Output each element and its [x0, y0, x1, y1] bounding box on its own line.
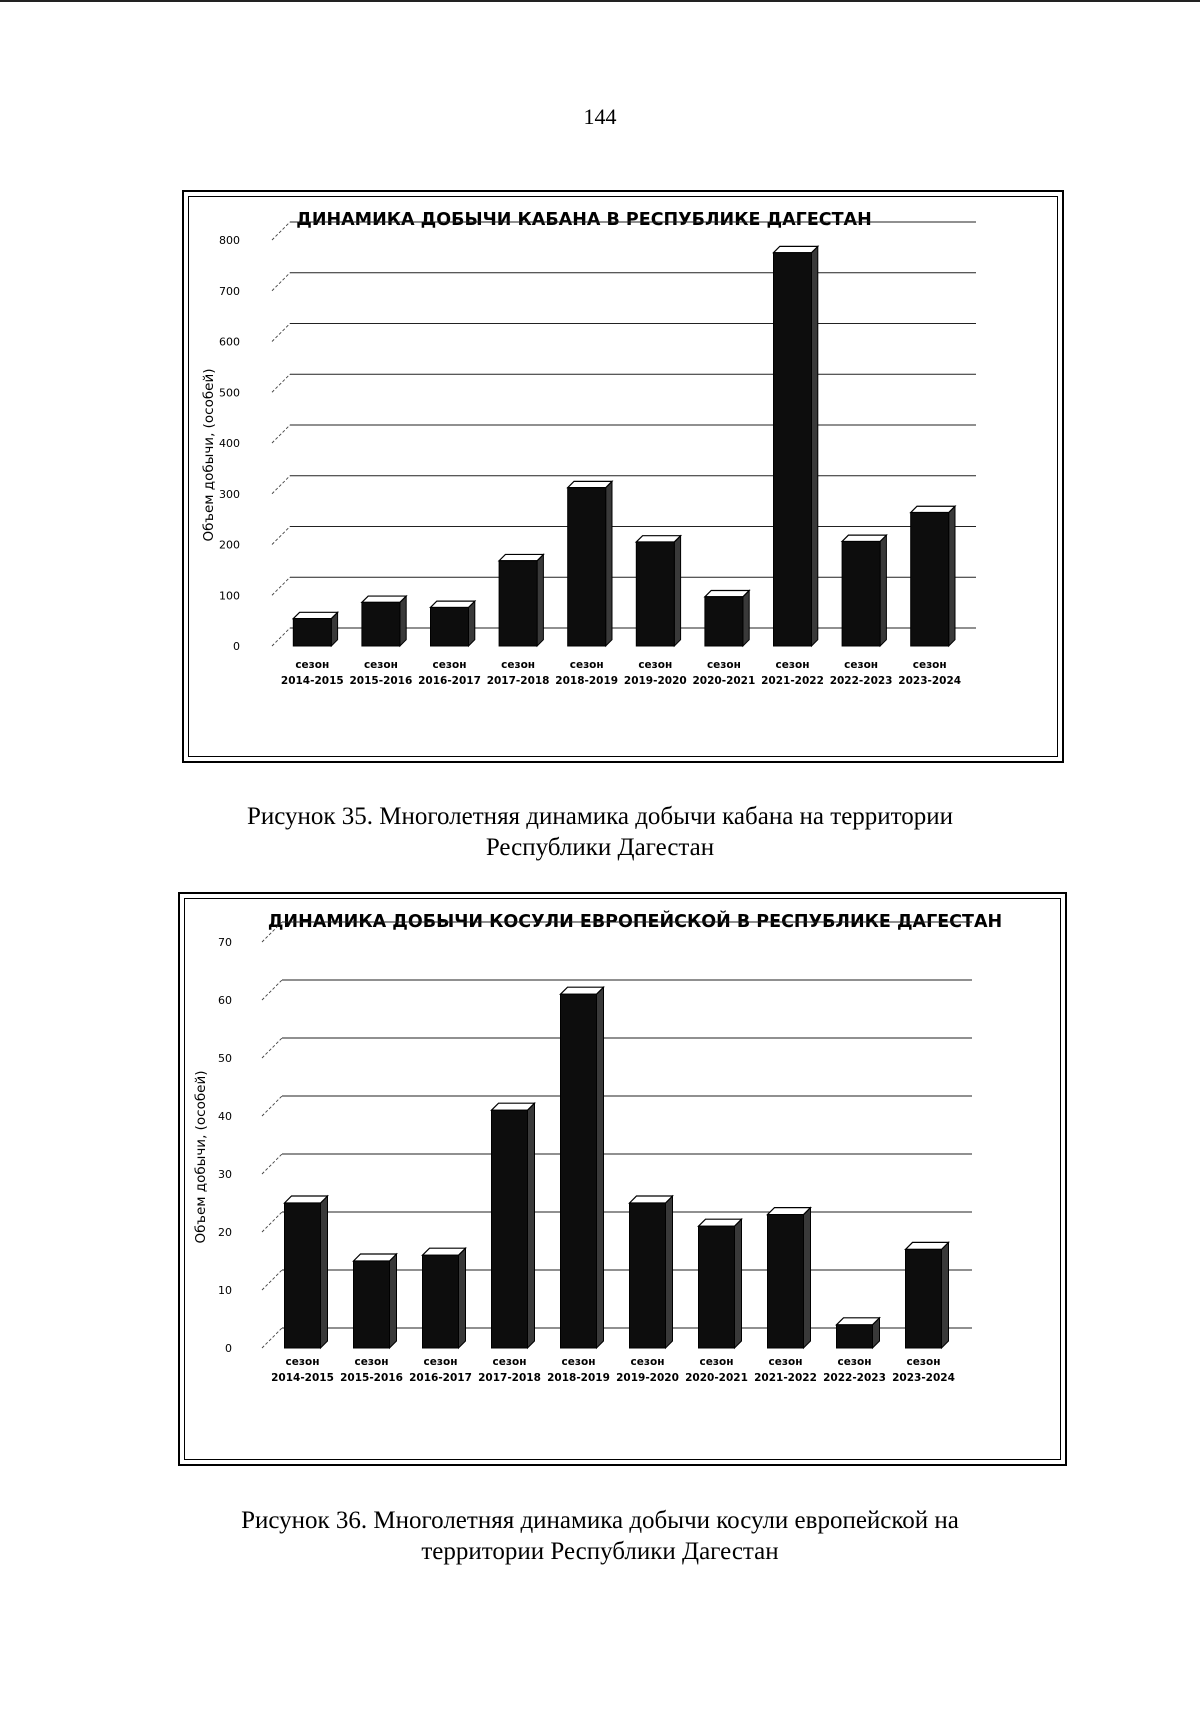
chart-title: ДИНАМИКА ДОБЫЧИ КАБАНА В РЕСПУБЛИКЕ ДАГЕСТАН — [296, 210, 872, 230]
x-category-label-line2: 2014-2015 — [280, 675, 344, 687]
y-tick-label: 600 — [219, 335, 240, 349]
y-tick-label: 500 — [219, 386, 240, 400]
gridline-side — [262, 1212, 282, 1232]
bar-side — [469, 601, 475, 646]
bar-top — [293, 612, 337, 618]
figure-35-caption-line2: Республики Дагестан — [485, 834, 715, 861]
bar-top — [906, 1242, 949, 1249]
y-tick-label: 10 — [218, 1284, 232, 1297]
bar-side — [321, 1196, 328, 1348]
bar-top — [636, 536, 680, 542]
bar — [705, 590, 749, 646]
x-category-label-line2: 2016-2017 — [418, 675, 481, 687]
bar-side — [674, 536, 680, 646]
bar-front — [561, 994, 597, 1348]
gridline-side — [272, 273, 290, 291]
y-axis-title: Объем добычи, (особей) — [201, 368, 217, 542]
x-category-label-line2: 2022-2023 — [823, 1372, 886, 1384]
x-category-label-line2: 2021-2022 — [754, 1372, 817, 1384]
bar-top — [362, 596, 406, 602]
chart-title: ДИНАМИКА ДОБЫЧИ КОСУЛИ ЕВРОПЕЙСКОЙ В РЕСПУБЛИКЕ ДАГЕСТАН — [267, 912, 1003, 932]
page-number: 144 — [583, 104, 617, 129]
x-category-label-line2: 2014-2015 — [271, 1372, 334, 1384]
y-tick-label: 70 — [218, 936, 232, 949]
x-category-label-line2: 2017-2018 — [486, 675, 550, 687]
x-category-label-line1: сезон — [638, 659, 673, 671]
bar — [774, 246, 818, 646]
bar-side — [400, 596, 406, 646]
bar-top — [354, 1254, 397, 1261]
x-category-label-line1: сезон — [699, 1356, 734, 1368]
x-category-label-line1: сезон — [630, 1356, 665, 1368]
bar-front — [568, 488, 606, 646]
x-category-label-line1: сезон — [844, 659, 879, 671]
bar-side — [606, 481, 612, 646]
y-tick-label: 30 — [218, 1168, 232, 1181]
x-category-label-line2: 2023-2024 — [898, 675, 962, 687]
figure-35-caption — [0, 801, 1200, 863]
x-category-label-line1: сезон — [354, 1356, 389, 1368]
x-category-label-line1: сезон — [295, 659, 330, 671]
bar-front — [842, 541, 880, 646]
x-category-label-line2: 2015-2016 — [340, 1372, 403, 1384]
bar-top — [285, 1196, 328, 1203]
bar-front — [492, 1110, 528, 1348]
gridline-side — [272, 476, 290, 494]
x-category-label-line1: сезон — [837, 1356, 872, 1368]
figure-35-caption-line1: Рисунок 35. Многолетняя динамика добычи кабана на территории — [246, 803, 954, 830]
bar-front — [705, 597, 743, 646]
x-category-label-line1: сезон — [569, 659, 604, 671]
bar-front — [499, 561, 537, 646]
bar — [699, 1219, 742, 1348]
x-category-label-line2: 2021-2022 — [761, 675, 824, 687]
bar-top — [568, 481, 612, 487]
x-category-label-line2: 2022-2023 — [829, 675, 893, 687]
figure-36-caption-line1: Рисунок 36. Многолетняя динамика добычи косули европейской на — [241, 1507, 959, 1534]
gridline-side — [272, 628, 290, 646]
y-tick-label: 400 — [219, 437, 240, 450]
y-tick-label: 50 — [218, 1052, 232, 1065]
bar-front — [630, 1203, 666, 1348]
bar-top — [774, 246, 818, 252]
x-category-label-line1: сезон — [912, 659, 947, 671]
y-tick-label: 0 — [225, 1342, 232, 1355]
bar-top — [561, 987, 604, 994]
bar — [362, 596, 406, 646]
bar-top — [699, 1219, 742, 1226]
y-tick-label: 60 — [218, 994, 232, 1007]
x-category-label-line1: сезон — [561, 1356, 596, 1368]
bar-side — [537, 554, 543, 646]
chart-boar-harvest-svg — [184, 192, 1066, 765]
y-tick-label: 100 — [219, 589, 240, 603]
scan-edge-line — [0, 0, 1200, 2]
gridline-side — [262, 1096, 282, 1116]
bar — [354, 1254, 397, 1348]
x-category-label-line2: 2019-2020 — [616, 1372, 679, 1384]
x-category-label-line1: сезон — [906, 1356, 941, 1368]
bar-front — [431, 607, 469, 646]
x-category-label-line2: 2019-2020 — [623, 675, 687, 687]
x-category-label-line2: 2015-2016 — [349, 675, 413, 687]
bar-top — [431, 601, 475, 607]
x-category-label-line1: сезон — [363, 659, 398, 671]
chart-roe-deer-harvest — [178, 892, 1067, 1466]
x-category-label-line1: сезон — [492, 1356, 527, 1368]
chart-boar-harvest — [182, 190, 1064, 763]
bar-side — [812, 246, 818, 646]
bar — [636, 536, 680, 646]
y-tick-label: 0 — [233, 640, 240, 653]
bar-side — [459, 1248, 466, 1348]
x-category-label-line2: 2016-2017 — [409, 1372, 472, 1384]
x-category-label-line2: 2020-2021 — [685, 1372, 748, 1384]
y-axis-title: Объем добычи, (особей) — [193, 1070, 209, 1244]
gridline-side — [262, 1038, 282, 1058]
x-category-label-line1: сезон — [501, 659, 536, 671]
bar-top — [842, 535, 886, 541]
gridline-side — [262, 980, 282, 1000]
gridline-side — [272, 374, 290, 392]
bar — [842, 535, 886, 646]
bar-top — [492, 1103, 535, 1110]
bar-side — [949, 506, 955, 646]
bar-front — [362, 602, 400, 646]
y-tick-label: 40 — [218, 1110, 232, 1123]
x-category-label-line2: 2023-2024 — [892, 1372, 955, 1384]
bar-front — [423, 1255, 459, 1348]
bar-side — [597, 987, 604, 1348]
bar — [431, 601, 475, 646]
bar-front — [293, 619, 331, 646]
bar-front — [906, 1249, 942, 1348]
bar — [768, 1208, 811, 1348]
x-category-label-line1: сезон — [285, 1356, 320, 1368]
x-category-label-line1: сезон — [432, 659, 467, 671]
y-tick-label: 800 — [219, 234, 240, 247]
bar — [285, 1196, 328, 1348]
bar — [492, 1103, 535, 1348]
gridline-side — [262, 1270, 282, 1290]
bar — [837, 1318, 880, 1348]
bar — [423, 1248, 466, 1348]
bar-top — [768, 1208, 811, 1215]
gridline-side — [272, 222, 290, 240]
bar — [906, 1242, 949, 1348]
bar-front — [285, 1203, 321, 1348]
gridline-side — [272, 324, 290, 342]
gridline-side — [272, 577, 290, 595]
bar — [561, 987, 604, 1348]
x-category-label-line1: сезон — [706, 659, 741, 671]
x-category-label-line2: 2018-2019 — [547, 1372, 610, 1384]
bar-top — [705, 590, 749, 596]
bar-front — [354, 1261, 390, 1348]
bar — [630, 1196, 673, 1348]
y-tick-label: 20 — [218, 1226, 232, 1239]
bar-side — [666, 1196, 673, 1348]
y-tick-label: 200 — [219, 538, 240, 552]
figure-36-caption-line2: территории Республики Дагестан — [421, 1538, 779, 1565]
bar-top — [630, 1196, 673, 1203]
bar — [568, 481, 612, 646]
y-tick-label: 700 — [219, 284, 240, 298]
bar-front — [699, 1226, 735, 1348]
bar-front — [837, 1325, 873, 1348]
bar — [499, 554, 543, 646]
bar-top — [911, 506, 955, 512]
y-tick-label: 300 — [219, 487, 240, 501]
bar-side — [735, 1219, 742, 1348]
bar-side — [390, 1254, 397, 1348]
x-category-label-line1: сезон — [768, 1356, 803, 1368]
gridline-side — [272, 425, 290, 443]
bar-front — [774, 253, 812, 646]
bar-top — [423, 1248, 466, 1255]
bar-side — [528, 1103, 535, 1348]
bar-side — [743, 590, 749, 646]
bar-front — [911, 513, 949, 646]
x-category-label-line2: 2018-2019 — [555, 675, 619, 687]
x-category-label-line1: сезон — [423, 1356, 458, 1368]
bar-front — [636, 542, 674, 646]
gridline-side — [262, 1328, 282, 1348]
bar — [293, 612, 337, 646]
bar-side — [804, 1208, 811, 1348]
figure-36-caption — [0, 1505, 1200, 1567]
x-category-label-line1: сезон — [775, 659, 810, 671]
x-category-label-line2: 2017-2018 — [478, 1372, 541, 1384]
gridline-side — [272, 527, 290, 545]
bar-front — [768, 1215, 804, 1348]
chart-roe-deer-harvest-svg — [180, 894, 1069, 1468]
bar-top — [837, 1318, 880, 1325]
x-category-label-line2: 2020-2021 — [692, 675, 756, 687]
bar-side — [942, 1242, 949, 1348]
gridline-side — [262, 1154, 282, 1174]
bar-top — [499, 554, 543, 560]
bar-side — [880, 535, 886, 646]
bar — [911, 506, 955, 646]
